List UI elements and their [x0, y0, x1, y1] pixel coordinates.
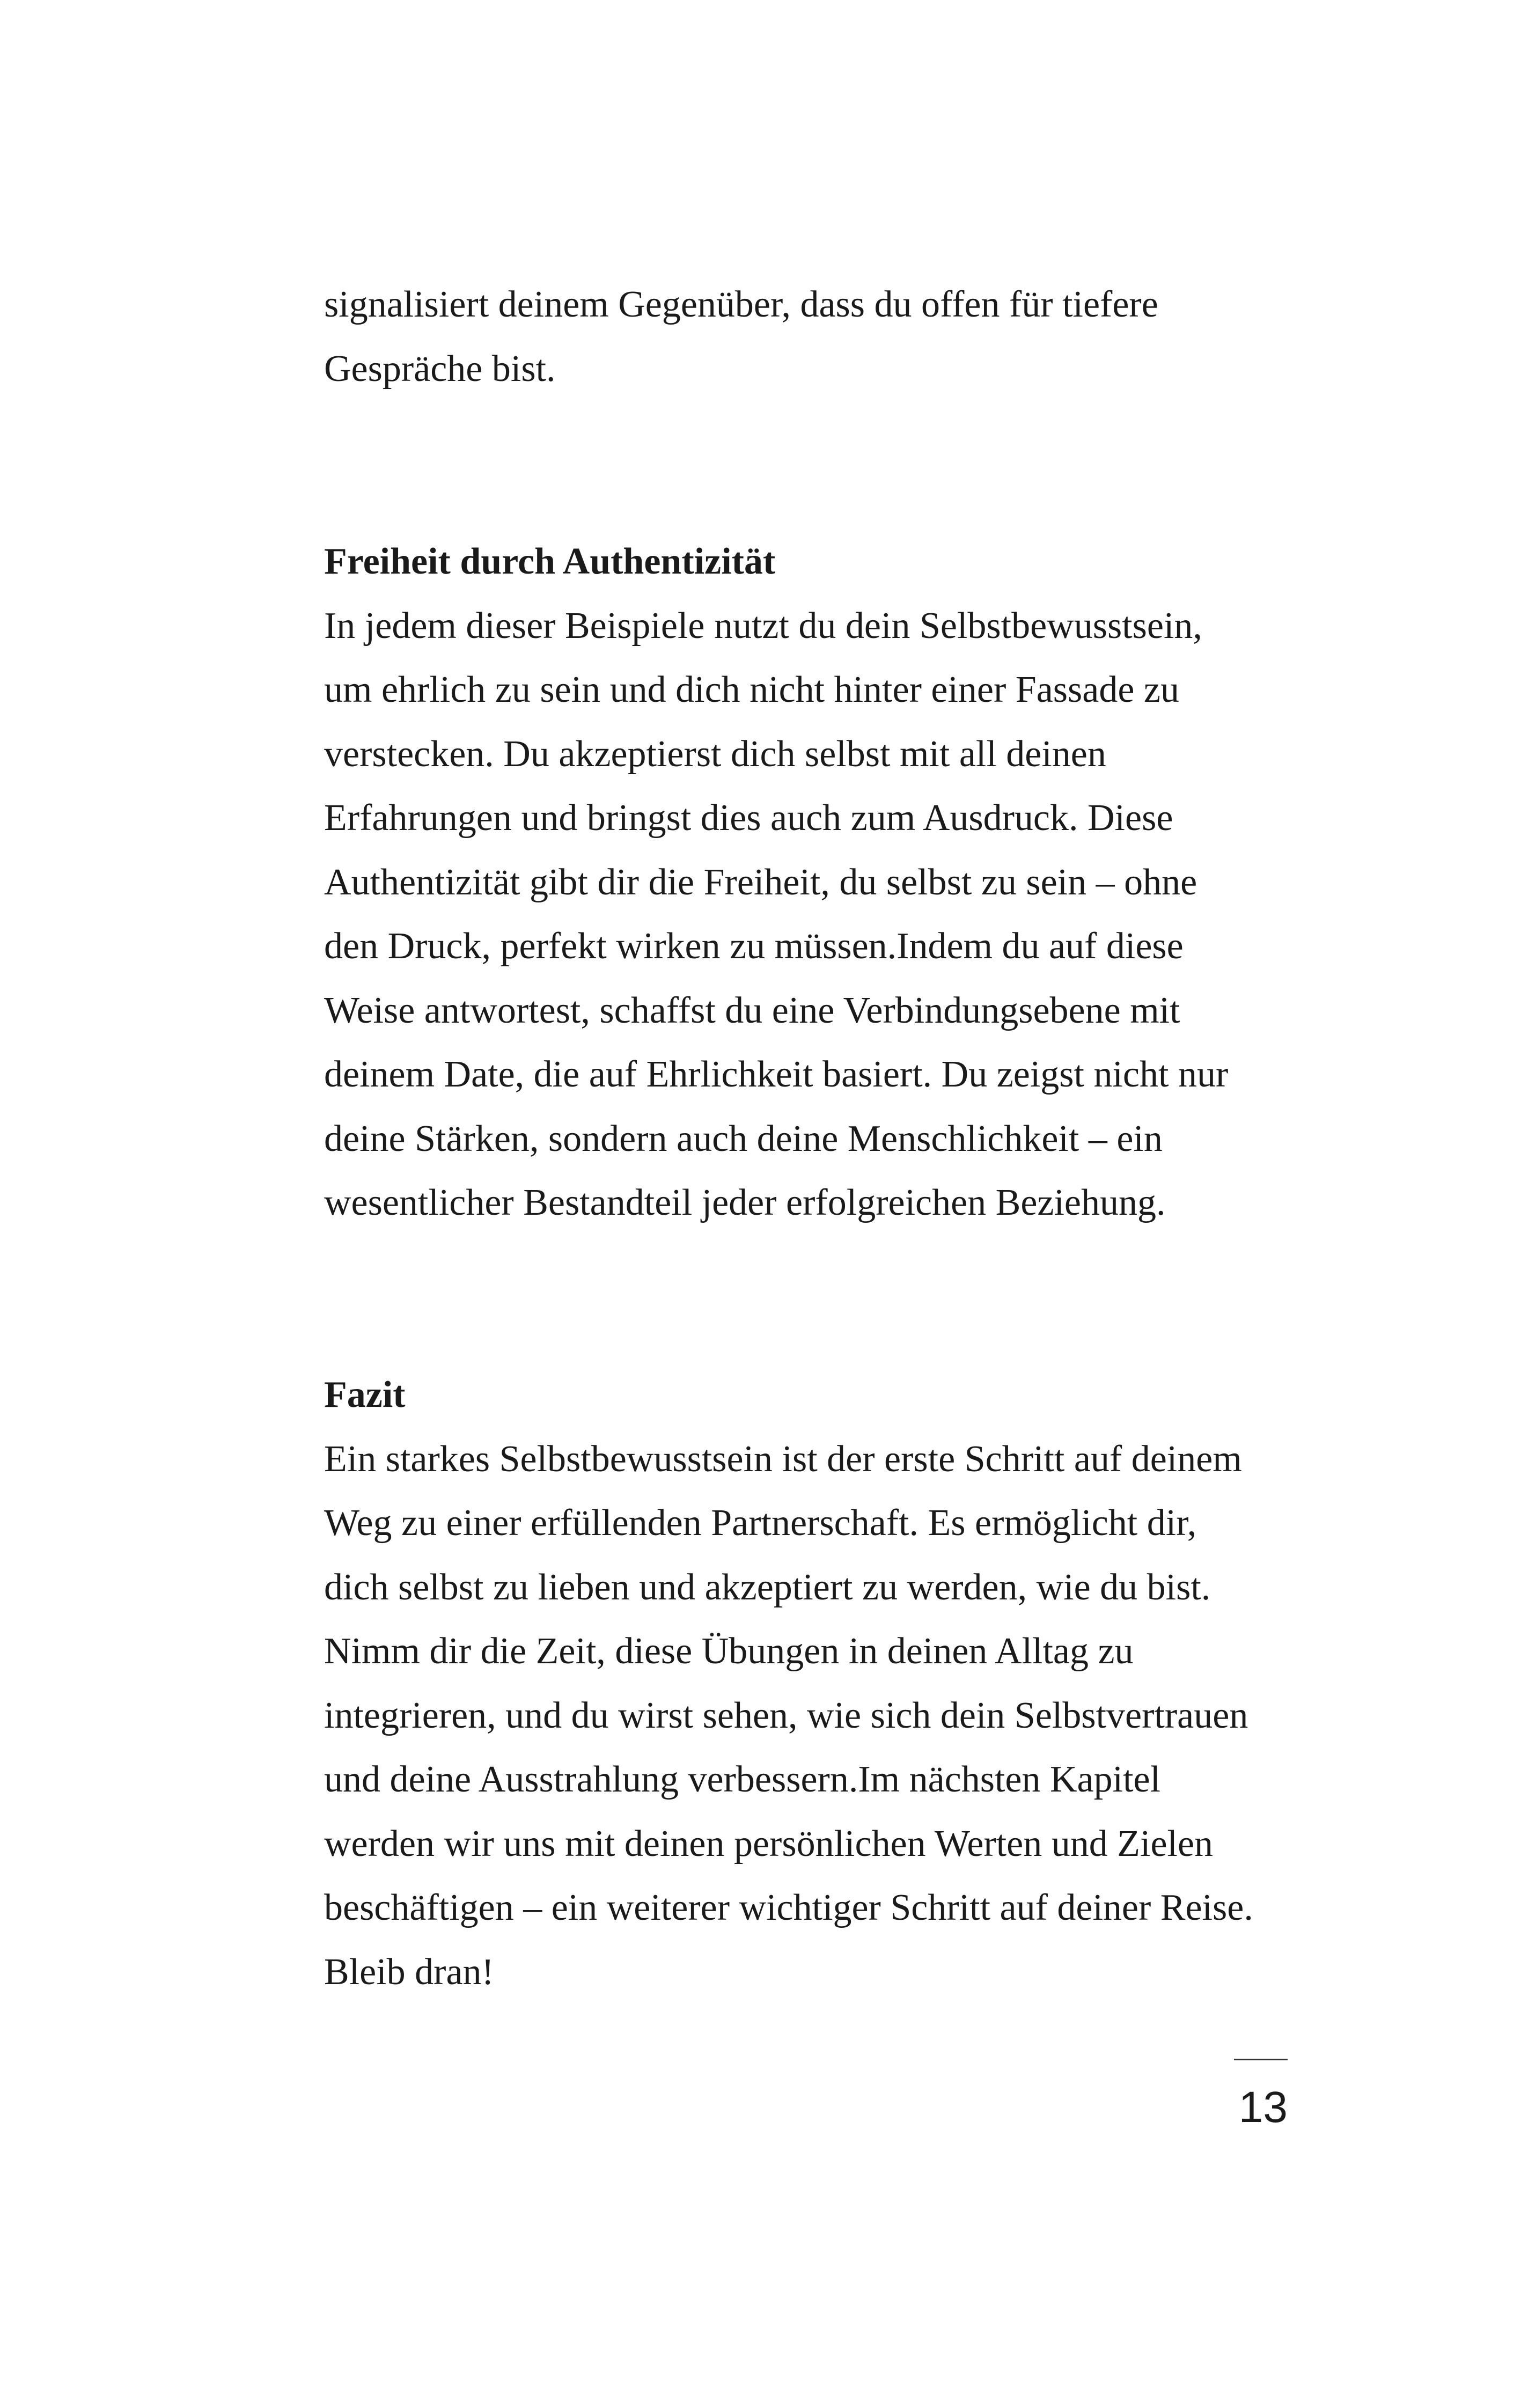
- body-line: Authentizität gibt dir die Freiheit, du selbst zu sein – ohne: [324, 861, 1197, 903]
- body-line: Nimm dir die Zeit, diese Übungen in deinen Alltag zu: [324, 1631, 1134, 1672]
- body-line: wesentlicher Bestandteil jeder erfolgreichen Beziehung.: [324, 1182, 1166, 1223]
- body-line: werden wir uns mit deinen persönlichen Werten und Zielen: [324, 1823, 1214, 1864]
- footer-divider: [1234, 2059, 1288, 2060]
- body-line: Bleib dran!: [324, 1951, 494, 1993]
- body-line: deine Stärken, sondern auch deine Menschlichkeit – ein: [324, 1118, 1163, 1159]
- page-number: 13: [1238, 2083, 1288, 2132]
- body-line: Ein starkes Selbstbewusstsein ist der erste Schritt auf deinem: [324, 1438, 1242, 1480]
- section-body: [324, 594, 1300, 1235]
- section-heading: Freiheit durch Authentizität: [324, 541, 776, 582]
- body-line: Erfahrungen und bringst dies auch zum Ausdruck. Diese: [324, 797, 1173, 839]
- section-authenticity: [324, 530, 1300, 1235]
- body-line: den Druck, perfekt wirken zu müssen.Indem du auf diese: [324, 926, 1184, 967]
- section-conclusion: [324, 1363, 1300, 2004]
- section-body: [324, 1427, 1300, 2005]
- body-line: integrieren, und du wirst sehen, wie sich dein Selbstvertrauen: [324, 1694, 1248, 1736]
- intro-line: signalisiert deinem Gegenüber, dass du offen für tiefere: [324, 284, 1158, 325]
- body-line: beschäftigen – ein weiterer wichtiger Schritt auf deiner Reise.: [324, 1887, 1253, 1928]
- section-heading: Fazit: [324, 1374, 406, 1415]
- body-line: deinem Date, die auf Ehrlichkeit basiert. Du zeigst nicht nur: [324, 1054, 1229, 1095]
- body-line: um ehrlich zu sein und dich nicht hinter einer Fassade zu: [324, 669, 1179, 710]
- body-line: In jedem dieser Beispiele nutzt du dein Selbstbewusstsein,: [324, 605, 1202, 647]
- intro-line: Gespräche bist.: [324, 348, 556, 390]
- body-line: und deine Ausstrahlung verbessern.Im nächsten Kapitel: [324, 1759, 1161, 1800]
- body-line: Weg zu einer erfüllenden Partnerschaft. Es ermöglicht dir,: [324, 1502, 1197, 1544]
- body-line: verstecken. Du akzeptierst dich selbst mit all deinen: [324, 733, 1106, 775]
- intro-paragraph: [324, 273, 1300, 401]
- body-line: Weise antwortest, schaffst du eine Verbindungsebene mit: [324, 989, 1180, 1031]
- body-line: dich selbst zu lieben und akzeptiert zu werden, wie du bist.: [324, 1566, 1211, 1608]
